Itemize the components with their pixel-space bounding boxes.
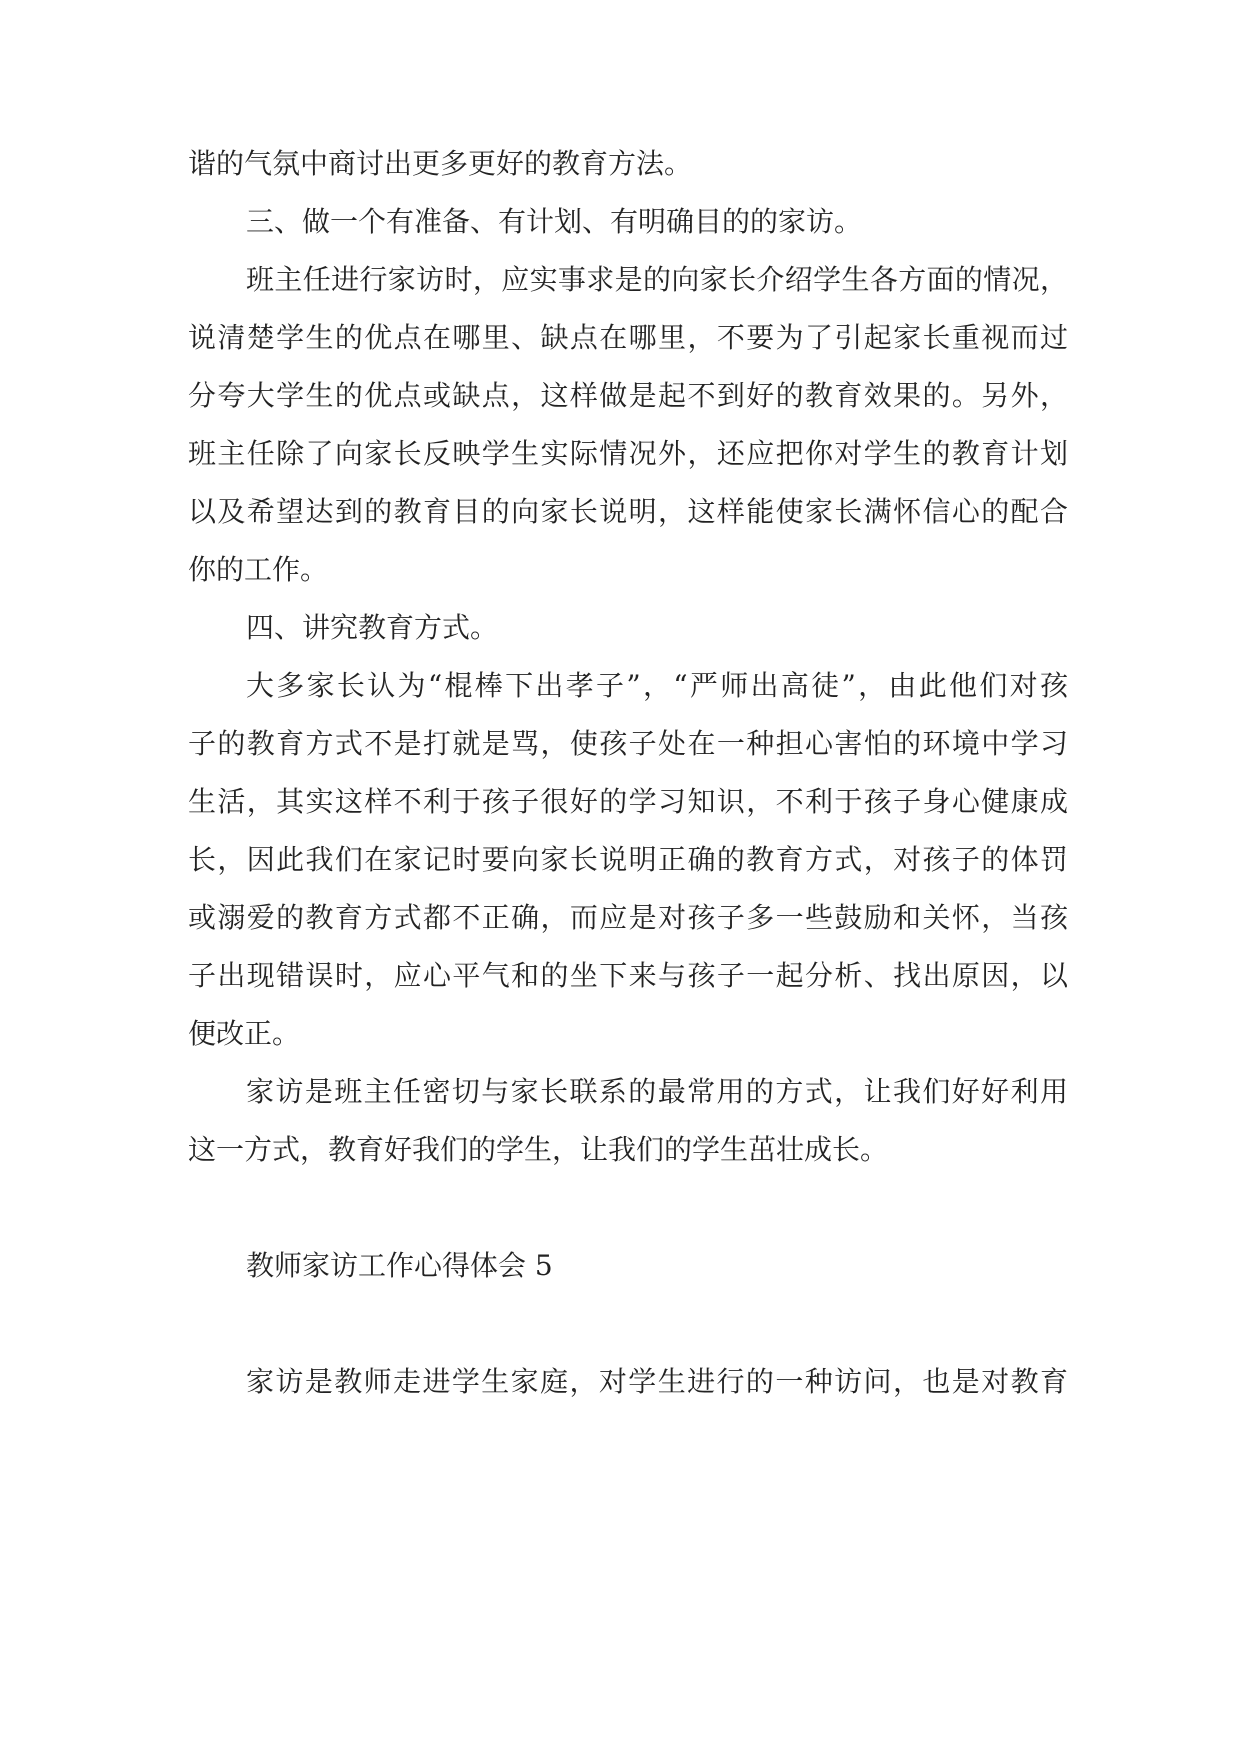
paragraph-line: 说清楚学生的优点在哪里、缺点在哪里，不要为了引起家长重视而过 [188,321,1068,354]
paragraph-line: 或溺爱的教育方式都不正确，而应是对孩子多一些鼓励和关怀，当孩 [188,901,1068,934]
paragraph-line: 班主任进行家访时，应实事求是的向家长介绍学生各方面的情况， [246,263,1068,296]
paragraph-line: 你的工作。 [188,553,329,586]
paragraph-line: 分夸大学生的优点或缺点，这样做是起不到好的教育效果的。另外， [188,379,1068,412]
section-heading-3: 三、做一个有准备、有计划、有明确目的的家访。 [246,205,863,238]
paragraph-line: 便改正。 [188,1017,301,1050]
paragraph-line: 家访是班主任密切与家长联系的最常用的方式，让我们好好利用 [246,1075,1068,1108]
section-heading-4: 四、讲究教育方式。 [246,611,499,644]
article-title: 教师家访工作心得体会 5 [246,1249,553,1282]
paragraph-line: 大多家长认为“棍棒下出孝子”，“严师出高徒”，由此他们对孩 [246,669,1068,702]
paragraph-line: 子出现错误时，应心平气和的坐下来与孩子一起分析、找出原因，以 [188,959,1068,992]
paragraph-line: 班主任除了向家长反映学生实际情况外，还应把你对学生的教育计划 [188,437,1068,470]
paragraph-line: 这一方式，教育好我们的学生，让我们的学生茁壮成长。 [188,1133,889,1166]
paragraph-line: 以及希望达到的教育目的向家长说明，这样能使家长满怀信心的配合 [188,495,1068,528]
paragraph-line: 长，因此我们在家记时要向家长说明正确的教育方式，对孩子的体罚 [188,843,1068,876]
paragraph-line: 子的教育方式不是打就是骂，使孩子处在一种担心害怕的环境中学习 [188,727,1068,760]
paragraph-line: 生活，其实这样不利于孩子很好的学习知识，不利于孩子身心健康成 [188,785,1068,818]
paragraph-line: 家访是教师走进学生家庭，对学生进行的一种访问，也是对教育 [246,1365,1068,1398]
paragraph-line: 谐的气氛中商讨出更多更好的教育方法。 [188,147,693,180]
